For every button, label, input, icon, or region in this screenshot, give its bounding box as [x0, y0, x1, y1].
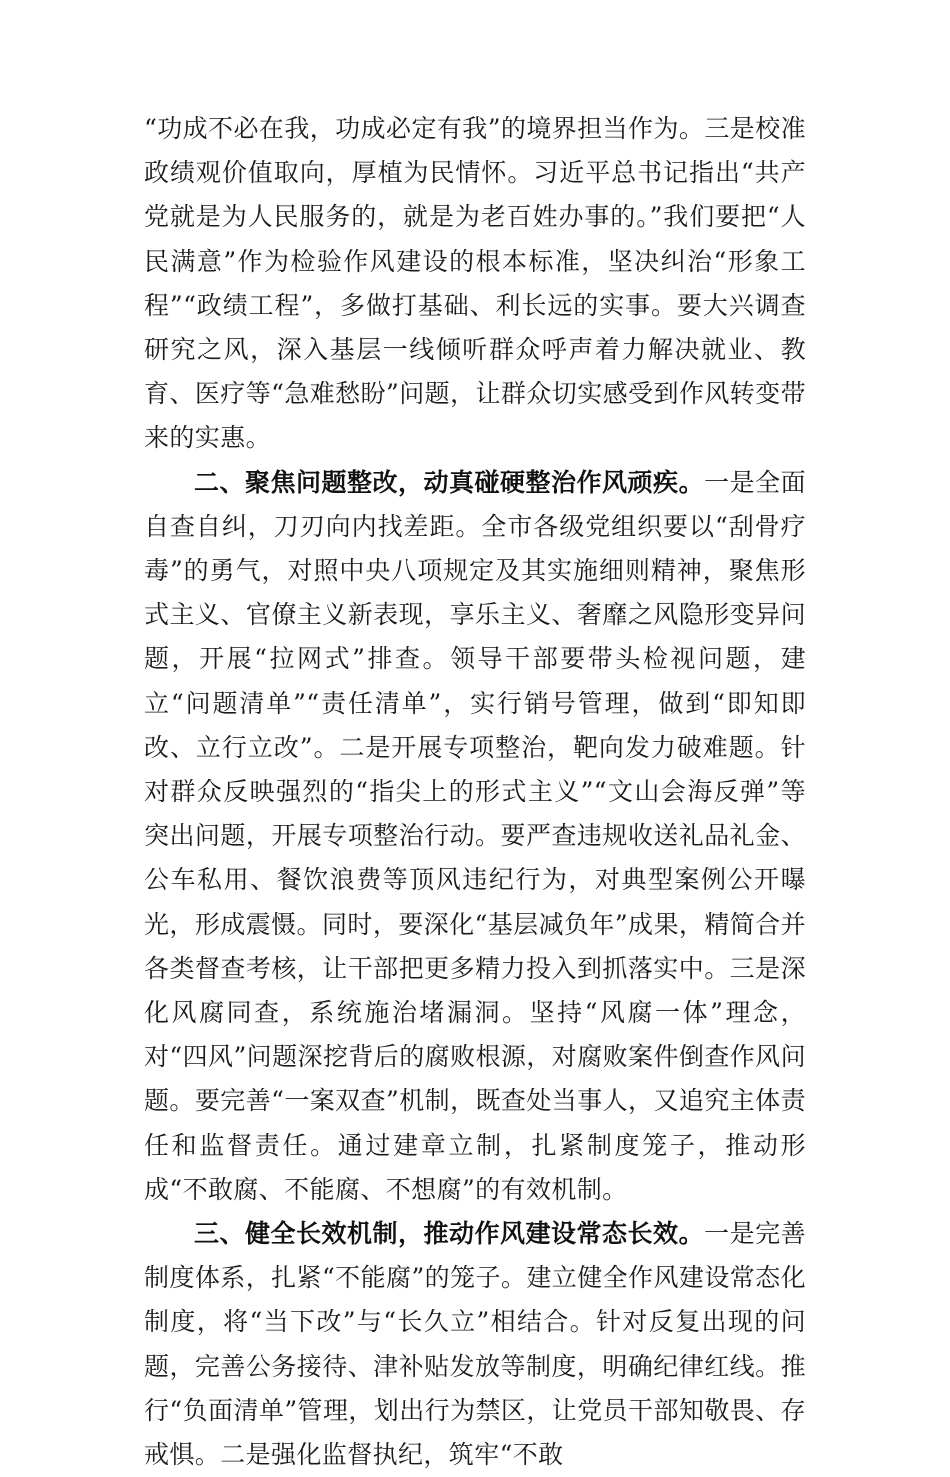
section-2-heading: 二、聚焦问题整改，动真碰硬整治作风顽疾。: [194, 467, 705, 497]
paragraph-1-body: “功成不必在我，功成必定有我”的境界担当作为。三是校准政绩观价值取向，厚植为民情怀。习近平总书记指出“共产党就是为人民服务的，就是为老百姓办事的。”我们要把“人民满意”作为检验作风建设的根本标准，坚决纠治“形象工程”“政绩工程”，多做打基础、利长远的实事。要大兴调查研究之风，深入基层一线倾听群众呼声着力解决就业、教育、医疗等“急难愁盼”问题，让群众切实感受到作风转变带来的实惠。: [144, 114, 806, 453]
paragraph-3: [144, 1212, 806, 1477]
paragraph-2: [144, 461, 806, 1212]
paragraph-1: [144, 107, 806, 461]
paragraph-2-body: 一是全面自查自纠，刀刃向内找差距。全市各级党组织要以“刮骨疗毒”的勇气，对照中央八项规定及其实施细则精神，聚焦形式主义、官僚主义新表现，享乐主义、奢靡之风隐形变异问题，开展“拉网式”排查。领导干部要带头检视问题，建立“问题清单”“责任清单”，实行销号管理，做到“即知即改、立行立改”。二是开展专项整治，靶向发力破难题。针对群众反映强烈的“指尖上的形式主义”“文山会海反弹”等突出问题，开展专项整治行动。要严查违规收送礼品礼金、公车私用、餐饮浪费等顶风违纪行为，对典型案例公开曝光，形成震慑。同时，要深化“基层减负年”成果，精简合并各类督查考核，让干部把更多精力投入到抓落实中。三是深化风腐同查，系统施治堵漏洞。坚持“风腐一体”理念，对“四风”问题深挖背后的腐败根源，对腐败案件倒查作风问题。要完善“一案双查”机制，既查处当事人，又追究主体责任和监督责任。通过建章立制，扎紧制度笼子，推动形成“不敢腐、不能腐、不想腐”的有效机制。: [144, 467, 806, 1204]
paragraph-3-body: 一是完善制度体系，扎紧“不能腐”的笼子。建立健全作风建设常态化制度，将“当下改”与“长久立”相结合。针对反复出现的问题，完善公务接待、津补贴发放等制度，明确纪律红线。推行“负面清单”管理，划出行为禁区，让党员干部知敬畏、存戒惧。二是强化监督执纪，筑牢“不敢: [144, 1219, 806, 1470]
document-body: [144, 107, 806, 1477]
section-3-heading: 三、健全长效机制，推动作风建设常态长效。: [194, 1219, 705, 1249]
